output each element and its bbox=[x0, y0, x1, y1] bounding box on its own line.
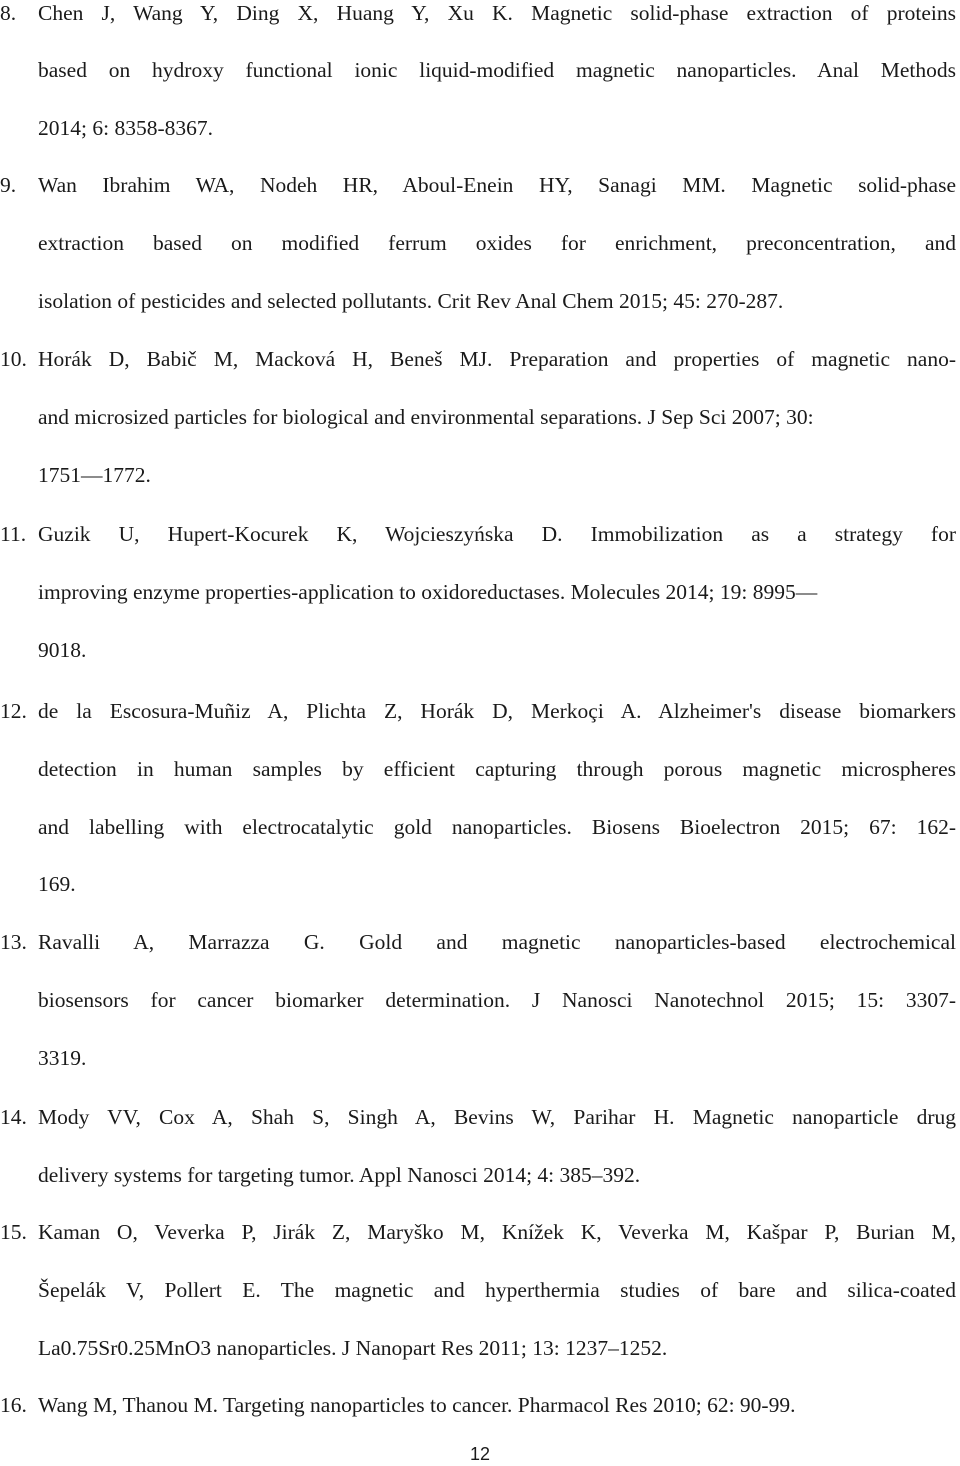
reference-number: 12. bbox=[0, 699, 27, 723]
reference-line: extraction based on modified ferrum oxides for enrichment, preconcentration, and bbox=[38, 231, 956, 255]
reference-line: based on hydroxy functional ionic liquid-modified magnetic nanoparticles. Anal Methods bbox=[38, 58, 956, 82]
reference-line: 1751—1772. bbox=[38, 463, 151, 487]
reference-line: 2014; 6: 8358-8367. bbox=[38, 116, 213, 140]
reference-line: La0.75Sr0.25MnO3 nanoparticles. J Nanopart Res 2011; 13: 1237–1252. bbox=[38, 1336, 668, 1360]
reference-line: 169. bbox=[38, 872, 76, 896]
reference-line: 3319. bbox=[38, 1046, 87, 1070]
reference-line: and labelling with electrocatalytic gold nanoparticles. Biosens Bioelectron 2015; 67: 162- bbox=[38, 815, 956, 839]
reference-number: 8. bbox=[0, 1, 17, 25]
reference-number: 13. bbox=[0, 930, 27, 954]
reference-number: 15. bbox=[0, 1220, 27, 1244]
reference-line: detection in human samples by efficient capturing through porous magnetic microspheres bbox=[38, 757, 956, 781]
reference-number: 10. bbox=[0, 347, 27, 371]
reference-line: Ravalli A, Marrazza G. Gold and magnetic nanoparticles-based electrochemical bbox=[38, 930, 956, 954]
reference-line: Šepelák V, Pollert E. The magnetic and hyperthermia studies of bare and silica-coated bbox=[38, 1278, 956, 1302]
reference-number: 9. bbox=[0, 173, 17, 197]
reference-line: improving enzyme properties-application to oxidoreductases. Molecules 2014; 19: 8995— bbox=[38, 580, 818, 604]
page-number: 12 bbox=[469, 1444, 491, 1464]
reference-line: 9018. bbox=[38, 638, 87, 662]
reference-line: Wang M, Thanou M. Targeting nanoparticles to cancer. Pharmacol Res 2010; 62: 90-99. bbox=[38, 1393, 796, 1417]
reference-line: Chen J, Wang Y, Ding X, Huang Y, Xu K. Magnetic solid-phase extraction of proteins bbox=[38, 1, 956, 25]
reference-line: Mody VV, Cox A, Shah S, Singh A, Bevins W, Parihar H. Magnetic nanoparticle drug bbox=[38, 1105, 956, 1129]
reference-line: Horák D, Babič M, Macková H, Beneš MJ. Preparation and properties of magnetic nano- bbox=[38, 347, 956, 371]
reference-number: 16. bbox=[0, 1393, 27, 1417]
reference-line: de la Escosura-Muñiz A, Plichta Z, Horák D, Merkoçi A. Alzheimer's disease biomarkers bbox=[38, 699, 956, 723]
reference-line: and microsized particles for biological and environmental separations. J Sep Sci 2007; 30: bbox=[38, 405, 814, 429]
reference-line: Wan Ibrahim WA, Nodeh HR, Aboul-Enein HY, Sanagi MM. Magnetic solid-phase bbox=[38, 173, 956, 197]
reference-line: biosensors for cancer biomarker determination. J Nanosci Nanotechnol 2015; 15: 3307- bbox=[38, 988, 956, 1012]
reference-line: Kaman O, Veverka P, Jirák Z, Maryško M, Knížek K, Veverka M, Kašpar P, Burian M, bbox=[38, 1220, 956, 1244]
reference-number: 14. bbox=[0, 1105, 27, 1129]
reference-number: 11. bbox=[0, 522, 27, 546]
reference-line: Guzik U, Hupert-Kocurek K, Wojcieszyńska D. Immobilization as a strategy for bbox=[38, 522, 956, 546]
reference-line: delivery systems for targeting tumor. Appl Nanosci 2014; 4: 385–392. bbox=[38, 1163, 641, 1187]
reference-line: isolation of pesticides and selected pollutants. Crit Rev Anal Chem 2015; 45: 270-287. bbox=[38, 289, 784, 313]
